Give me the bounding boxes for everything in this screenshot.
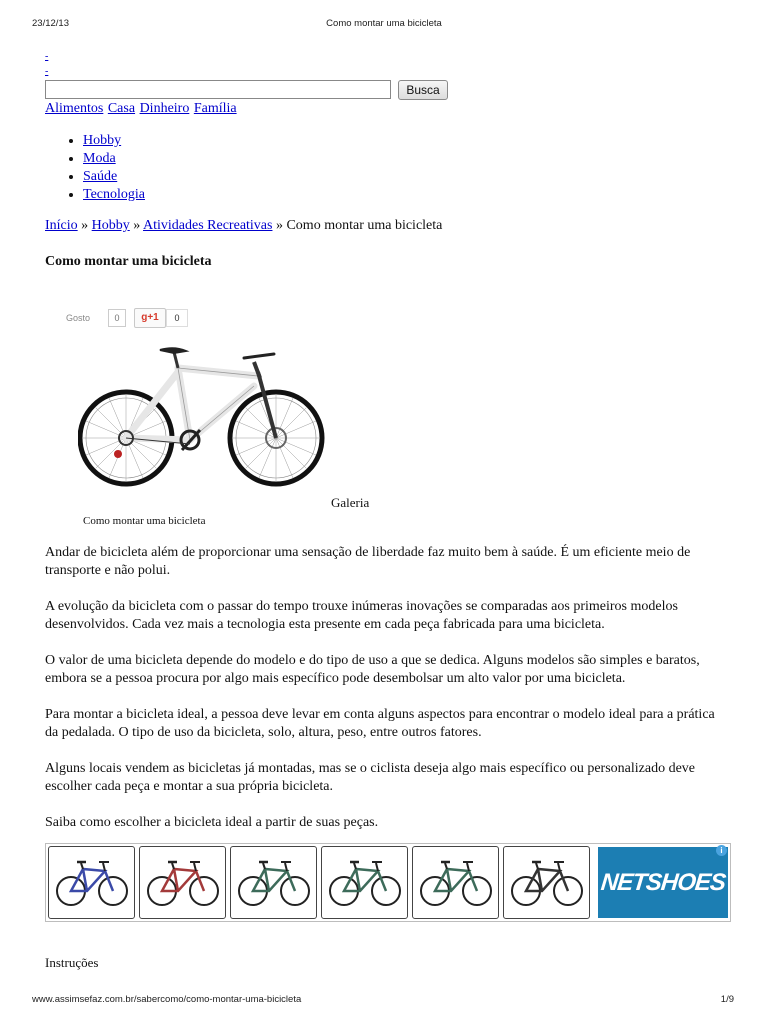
ad-brand-logo[interactable] (598, 847, 728, 918)
breadcrumb-link-inicio[interactable]: Início (45, 218, 78, 233)
ad-bicycle-shape (263, 863, 265, 869)
article-paragraph: A evolução da bicicleta com o passar do tempo trouxe inúmeras inovações se comparadas aos primeiros modelos desenvolvidos. Cada vez mais a tecnologia esta presente em cada peça fabricada para uma bicicleta. (45, 599, 678, 632)
category-link-casa[interactable]: Casa (107, 101, 136, 116)
ad-bicycle-thumbnail (413, 847, 498, 918)
ad-brand-text: NETSHOES (599, 868, 727, 896)
breadcrumb-separator: » (81, 218, 89, 233)
menu-link-moda[interactable]: Moda (83, 151, 116, 166)
image-caption: Como montar uma bicicleta (83, 515, 206, 527)
ad-bicycle-tile[interactable] (503, 846, 590, 919)
gplus-count: 0 (166, 309, 188, 327)
ad-banner[interactable] (45, 843, 731, 922)
menu-link-tecnologia[interactable]: Tecnologia (83, 187, 145, 202)
topic-menu (63, 132, 145, 204)
ad-bicycle-shape (81, 863, 83, 869)
article-paragraph: O valor de uma bicicleta depende do modelo e do tipo de uso a que se dedica. Alguns modelos são simples e baratos, embora se a pessoa procura por algo mais específico pode desembolsar um alto valor por uma bicicleta. (45, 653, 700, 686)
breadcrumb-link-atividades[interactable]: Atividades Recreativas (143, 218, 273, 233)
ad-bicycle-tile[interactable] (139, 846, 226, 919)
category-link-familia[interactable]: Família (193, 101, 237, 116)
like-button[interactable]: Gosto (66, 313, 91, 323)
breadcrumb-current: Como montar uma bicicleta (286, 218, 443, 233)
menu-item (83, 132, 145, 150)
ad-bicycle-shape (526, 869, 568, 891)
menu-link-saude[interactable]: Saúde (83, 169, 118, 184)
adchoices-icon[interactable]: i (716, 845, 727, 856)
ad-bicycle-shape (71, 869, 113, 891)
category-link-alimentos[interactable]: Alimentos (45, 101, 104, 116)
ad-bicycle-tile[interactable] (230, 846, 317, 919)
article-body (45, 544, 725, 850)
breadcrumb (45, 218, 442, 234)
print-page-number: 1/9 (720, 994, 734, 1005)
menu-link-hobby[interactable]: Hobby (83, 133, 122, 148)
ad-bicycle-thumbnail (231, 847, 316, 918)
gplus-icon: g (141, 312, 148, 323)
ad-bicycle-shape (172, 863, 174, 869)
ad-bicycle-shape (162, 869, 204, 891)
breadcrumb-separator: » (275, 218, 283, 233)
ad-bicycle-shape (253, 869, 295, 891)
ad-bicycle-tile[interactable] (48, 846, 135, 919)
breadcrumb-link-hobby[interactable]: Hobby (91, 218, 130, 233)
ad-bicycle-thumbnail (140, 847, 225, 918)
ad-bicycle-tile[interactable] (412, 846, 499, 919)
menu-item (83, 168, 145, 186)
top-link-2[interactable]: - (45, 66, 49, 77)
menu-item (83, 150, 145, 168)
print-title: Como montar uma bicicleta (326, 18, 442, 29)
category-link-dinheiro[interactable]: Dinheiro (139, 101, 190, 116)
gplus-button[interactable] (134, 308, 166, 328)
section-heading-instructions: Instruções (45, 955, 99, 970)
ad-bicycle-shape (344, 869, 386, 891)
menu-item (83, 186, 145, 204)
article-paragraph: Alguns locais vendem as bicicletas já montadas, mas se o ciclista deseja algo mais específico ou personalizado deve escolher cada peça e montar a sua própria bicicleta. (45, 761, 696, 794)
category-links (45, 101, 238, 117)
bicycle-image[interactable] (78, 344, 326, 499)
like-count: 0 (108, 309, 126, 327)
ad-bicycle-thumbnail (322, 847, 407, 918)
ad-bicycle-shape (354, 863, 356, 869)
print-url: www.assimsefaz.com.br/sabercomo/como-montar-uma-bicicleta (32, 994, 302, 1005)
search-input[interactable] (45, 80, 391, 99)
top-link-1[interactable]: - (45, 51, 49, 62)
ad-bicycle-thumbnail (504, 847, 589, 918)
print-date: 23/12/13 (32, 18, 69, 29)
gplus-label: +1 (147, 312, 159, 323)
page-title: Como montar uma bicicleta (45, 254, 212, 269)
search-button[interactable]: Busca (398, 80, 448, 100)
article-paragraph: Andar de bicicleta além de proporcionar uma sensação de liberdade faz muito bem à saúde. É um eficiente meio de transporte e não polui. (45, 545, 691, 578)
ad-bicycle-shape (536, 863, 538, 869)
ad-bicycle-shape (435, 869, 477, 891)
ad-bicycle-thumbnail (49, 847, 134, 918)
breadcrumb-separator: » (133, 218, 141, 233)
article-paragraph: Saiba como escolher a bicicleta ideal a partir de suas peças. (45, 815, 379, 830)
ad-bicycle-tile[interactable] (321, 846, 408, 919)
article-paragraph: Para montar a bicicleta ideal, a pessoa deve levar em conta alguns aspectos para encontrar o modelo ideal para a prática da pedalada. O tipo de uso da bicicleta, solo, altura, peso, entre outros fatores. (45, 707, 715, 740)
ad-bicycle-shape (445, 863, 447, 869)
gallery-link[interactable]: Galeria (331, 495, 370, 510)
